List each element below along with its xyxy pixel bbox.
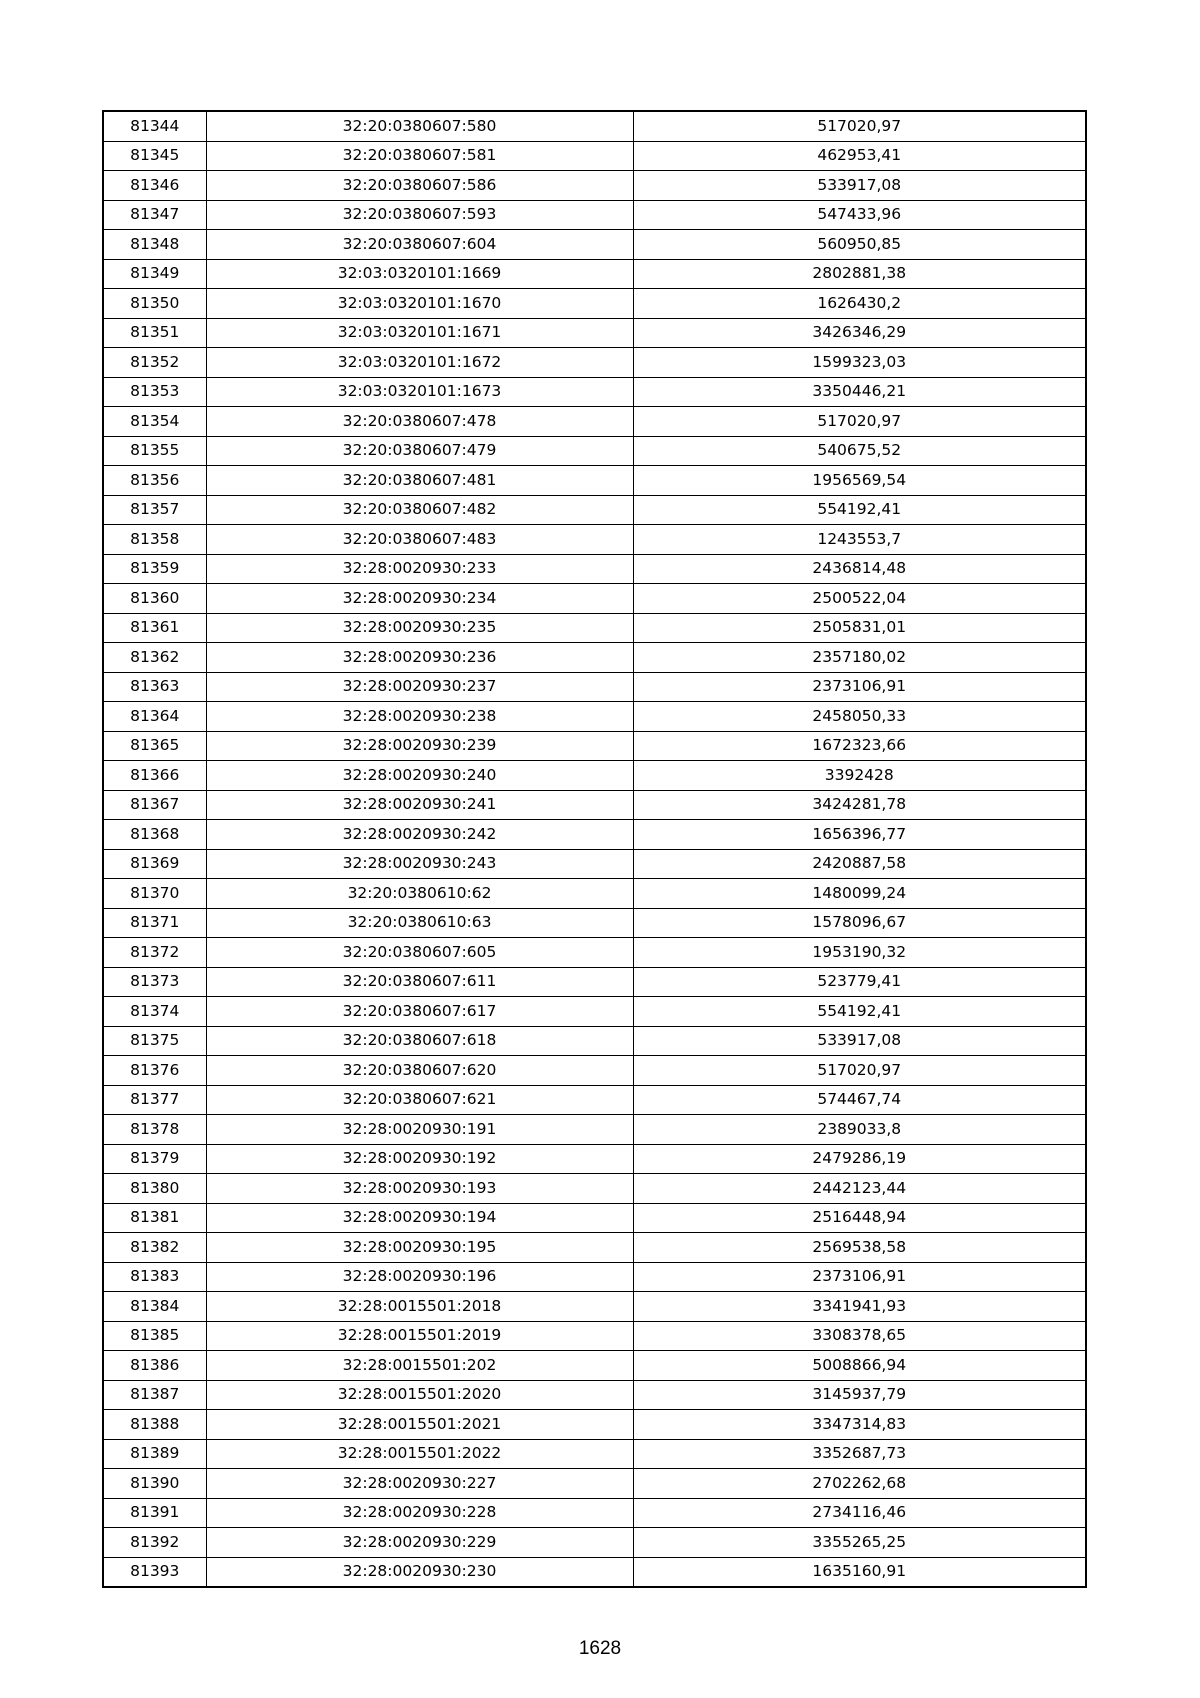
cadastral-number-cell: 32:20:0380607:620 (206, 1056, 633, 1086)
row-number-cell: 81374 (103, 997, 206, 1027)
cadastral-value-cell: 2442123,44 (633, 1174, 1086, 1204)
table-row (103, 938, 1086, 968)
row-number-cell: 81373 (103, 967, 206, 997)
cadastral-value-cell: 533917,08 (633, 1026, 1086, 1056)
row-number-cell: 81390 (103, 1469, 206, 1499)
cadastral-value-cell: 2458050,33 (633, 702, 1086, 732)
table-row (103, 1174, 1086, 1204)
table-row (103, 761, 1086, 791)
table-row (103, 967, 1086, 997)
table-row (103, 525, 1086, 555)
row-number-cell: 81355 (103, 436, 206, 466)
row-number-cell: 81371 (103, 908, 206, 938)
cadastral-number-cell: 32:28:0020930:239 (206, 731, 633, 761)
table-row (103, 1056, 1086, 1086)
table-row (103, 702, 1086, 732)
table-row (103, 1262, 1086, 1292)
row-number-cell: 81387 (103, 1380, 206, 1410)
cadastral-number-cell: 32:28:0015501:2020 (206, 1380, 633, 1410)
cadastral-value-cell: 1626430,2 (633, 289, 1086, 319)
row-number-cell: 81386 (103, 1351, 206, 1381)
row-number-cell: 81368 (103, 820, 206, 850)
table-row (103, 230, 1086, 260)
row-number-cell: 81366 (103, 761, 206, 791)
cadastral-number-cell: 32:28:0020930:194 (206, 1203, 633, 1233)
cadastral-value-cell: 1656396,77 (633, 820, 1086, 850)
table-row (103, 879, 1086, 909)
cadastral-number-cell: 32:28:0015501:202 (206, 1351, 633, 1381)
cadastral-value-cell: 1635160,91 (633, 1557, 1086, 1587)
table-row (103, 997, 1086, 1027)
table-row (103, 1085, 1086, 1115)
table-row (103, 1439, 1086, 1469)
cadastral-number-cell: 32:03:0320101:1670 (206, 289, 633, 319)
cadastral-number-cell: 32:20:0380607:581 (206, 141, 633, 171)
cadastral-number-cell: 32:20:0380607:478 (206, 407, 633, 437)
cadastral-value-cell: 3424281,78 (633, 790, 1086, 820)
cadastral-value-cell: 2702262,68 (633, 1469, 1086, 1499)
cadastral-number-cell: 32:20:0380607:580 (206, 111, 633, 141)
table-row (103, 436, 1086, 466)
row-number-cell: 81381 (103, 1203, 206, 1233)
row-number-cell: 81369 (103, 849, 206, 879)
cadastral-value-cell: 2802881,38 (633, 259, 1086, 289)
cadastral-number-cell: 32:03:0320101:1669 (206, 259, 633, 289)
table-row (103, 1410, 1086, 1440)
cadastral-value-cell: 3145937,79 (633, 1380, 1086, 1410)
cadastral-value-cell: 517020,97 (633, 407, 1086, 437)
row-number-cell: 81383 (103, 1262, 206, 1292)
cadastral-number-cell: 32:28:0015501:2018 (206, 1292, 633, 1322)
row-number-cell: 81344 (103, 111, 206, 141)
cadastral-number-cell: 32:20:0380610:63 (206, 908, 633, 938)
cadastral-number-cell: 32:28:0020930:241 (206, 790, 633, 820)
cadastral-number-cell: 32:20:0380607:483 (206, 525, 633, 555)
row-number-cell: 81349 (103, 259, 206, 289)
row-number-cell: 81379 (103, 1144, 206, 1174)
cadastral-value-cell: 517020,97 (633, 111, 1086, 141)
row-number-cell: 81360 (103, 584, 206, 614)
cadastral-value-cell: 2373106,91 (633, 1262, 1086, 1292)
table-row (103, 1469, 1086, 1499)
row-number-cell: 81347 (103, 200, 206, 230)
row-number-cell: 81376 (103, 1056, 206, 1086)
row-number-cell: 81346 (103, 171, 206, 201)
cadastral-value-cell: 2420887,58 (633, 849, 1086, 879)
cadastral-number-cell: 32:28:0020930:236 (206, 643, 633, 673)
cadastral-value-cell: 1953190,32 (633, 938, 1086, 968)
row-number-cell: 81353 (103, 377, 206, 407)
cadastral-number-cell: 32:20:0380607:621 (206, 1085, 633, 1115)
cadastral-value-cell: 554192,41 (633, 495, 1086, 525)
cadastral-value-cell: 3341941,93 (633, 1292, 1086, 1322)
row-number-cell: 81348 (103, 230, 206, 260)
cadastral-number-cell: 32:28:0020930:191 (206, 1115, 633, 1145)
cadastral-value-cell: 2436814,48 (633, 554, 1086, 584)
table-row (103, 466, 1086, 496)
table-row (103, 407, 1086, 437)
cadastral-number-cell: 32:28:0020930:233 (206, 554, 633, 584)
cadastral-number-cell: 32:28:0020930:229 (206, 1528, 633, 1558)
cadastral-number-cell: 32:20:0380607:586 (206, 171, 633, 201)
cadastral-value-cell: 2505831,01 (633, 613, 1086, 643)
row-number-cell: 81378 (103, 1115, 206, 1145)
table-row (103, 141, 1086, 171)
cadastral-number-cell: 32:28:0020930:195 (206, 1233, 633, 1263)
cadastral-value-cell: 540675,52 (633, 436, 1086, 466)
cadastral-number-cell: 32:20:0380607:481 (206, 466, 633, 496)
cadastral-number-cell: 32:20:0380607:618 (206, 1026, 633, 1056)
cadastral-number-cell: 32:28:0020930:238 (206, 702, 633, 732)
row-number-cell: 81362 (103, 643, 206, 673)
row-number-cell: 81351 (103, 318, 206, 348)
cadastral-number-cell: 32:28:0015501:2021 (206, 1410, 633, 1440)
table-row (103, 1115, 1086, 1145)
cadastral-value-cell: 1599323,03 (633, 348, 1086, 378)
table-row (103, 643, 1086, 673)
cadastral-value-table (102, 110, 1087, 1588)
table-row (103, 495, 1086, 525)
row-number-cell: 81359 (103, 554, 206, 584)
cadastral-number-cell: 32:20:0380607:593 (206, 200, 633, 230)
cadastral-value-cell: 3347314,83 (633, 1410, 1086, 1440)
cadastral-value-cell: 547433,96 (633, 200, 1086, 230)
row-number-cell: 81393 (103, 1557, 206, 1587)
row-number-cell: 81345 (103, 141, 206, 171)
row-number-cell: 81385 (103, 1321, 206, 1351)
cadastral-number-cell: 32:28:0020930:193 (206, 1174, 633, 1204)
cadastral-value-cell: 574467,74 (633, 1085, 1086, 1115)
cadastral-number-cell: 32:20:0380607:605 (206, 938, 633, 968)
cadastral-number-cell: 32:28:0020930:228 (206, 1498, 633, 1528)
cadastral-number-cell: 32:28:0020930:237 (206, 672, 633, 702)
row-number-cell: 81356 (103, 466, 206, 496)
table-row (103, 820, 1086, 850)
row-number-cell: 81364 (103, 702, 206, 732)
row-number-cell: 81380 (103, 1174, 206, 1204)
row-number-cell: 81357 (103, 495, 206, 525)
table-row (103, 259, 1086, 289)
table-row (103, 289, 1086, 319)
cadastral-number-cell: 32:28:0020930:240 (206, 761, 633, 791)
cadastral-value-cell: 3350446,21 (633, 377, 1086, 407)
cadastral-value-cell: 2500522,04 (633, 584, 1086, 614)
table-row (103, 1557, 1086, 1587)
table-row (103, 1144, 1086, 1174)
row-number-cell: 81389 (103, 1439, 206, 1469)
cadastral-value-cell: 1578096,67 (633, 908, 1086, 938)
cadastral-number-cell: 32:20:0380607:479 (206, 436, 633, 466)
row-number-cell: 81370 (103, 879, 206, 909)
row-number-cell: 81365 (103, 731, 206, 761)
row-number-cell: 81372 (103, 938, 206, 968)
row-number-cell: 81375 (103, 1026, 206, 1056)
table-row (103, 1498, 1086, 1528)
row-number-cell: 81377 (103, 1085, 206, 1115)
row-number-cell: 81358 (103, 525, 206, 555)
cadastral-value-cell: 533917,08 (633, 171, 1086, 201)
row-number-cell: 81363 (103, 672, 206, 702)
cadastral-number-cell: 32:28:0020930:242 (206, 820, 633, 850)
cadastral-value-cell: 2479286,19 (633, 1144, 1086, 1174)
cadastral-number-cell: 32:20:0380607:604 (206, 230, 633, 260)
cadastral-value-cell: 1480099,24 (633, 879, 1086, 909)
table-row (103, 1380, 1086, 1410)
cadastral-number-cell: 32:28:0020930:230 (206, 1557, 633, 1587)
cadastral-value-cell: 554192,41 (633, 997, 1086, 1027)
table-row (103, 377, 1086, 407)
row-number-cell: 81367 (103, 790, 206, 820)
table-body (103, 111, 1086, 1587)
cadastral-value-cell: 3352687,73 (633, 1439, 1086, 1469)
cadastral-value-cell: 3392428 (633, 761, 1086, 791)
row-number-cell: 81392 (103, 1528, 206, 1558)
cadastral-value-cell: 1956569,54 (633, 466, 1086, 496)
row-number-cell: 81382 (103, 1233, 206, 1263)
table-row (103, 1292, 1086, 1322)
cadastral-value-cell: 3355265,25 (633, 1528, 1086, 1558)
table-row (103, 1351, 1086, 1381)
cadastral-number-cell: 32:20:0380607:617 (206, 997, 633, 1027)
cadastral-value-cell: 523779,41 (633, 967, 1086, 997)
cadastral-value-cell: 2734116,46 (633, 1498, 1086, 1528)
table-row (103, 1321, 1086, 1351)
cadastral-number-cell: 32:03:0320101:1673 (206, 377, 633, 407)
table-row (103, 200, 1086, 230)
row-number-cell: 81361 (103, 613, 206, 643)
cadastral-number-cell: 32:28:0015501:2019 (206, 1321, 633, 1351)
table-row (103, 111, 1086, 141)
row-number-cell: 81391 (103, 1498, 206, 1528)
cadastral-number-cell: 32:20:0380607:611 (206, 967, 633, 997)
cadastral-number-cell: 32:20:0380607:482 (206, 495, 633, 525)
cadastral-number-cell: 32:28:0020930:235 (206, 613, 633, 643)
cadastral-value-cell: 3308378,65 (633, 1321, 1086, 1351)
table-row (103, 613, 1086, 643)
table-row (103, 584, 1086, 614)
table-row (103, 908, 1086, 938)
table-row (103, 318, 1086, 348)
cadastral-value-cell: 560950,85 (633, 230, 1086, 260)
table-row (103, 1203, 1086, 1233)
table-row (103, 1233, 1086, 1263)
table-row (103, 731, 1086, 761)
page-number: 1628 (578, 1638, 622, 1659)
cadastral-number-cell: 32:20:0380610:62 (206, 879, 633, 909)
cadastral-value-cell: 2357180,02 (633, 643, 1086, 673)
cadastral-number-cell: 32:03:0320101:1671 (206, 318, 633, 348)
row-number-cell: 81352 (103, 348, 206, 378)
row-number-cell: 81384 (103, 1292, 206, 1322)
cadastral-value-cell: 5008866,94 (633, 1351, 1086, 1381)
cadastral-number-cell: 32:28:0020930:192 (206, 1144, 633, 1174)
cadastral-value-cell: 2389033,8 (633, 1115, 1086, 1145)
cadastral-number-cell: 32:03:0320101:1672 (206, 348, 633, 378)
cadastral-value-cell: 1243553,7 (633, 525, 1086, 555)
table-row (103, 849, 1086, 879)
table-row (103, 171, 1086, 201)
table-row (103, 790, 1086, 820)
table-row (103, 348, 1086, 378)
row-number-cell: 81388 (103, 1410, 206, 1440)
cadastral-number-cell: 32:28:0020930:243 (206, 849, 633, 879)
table-row (103, 554, 1086, 584)
cadastral-value-cell: 3426346,29 (633, 318, 1086, 348)
row-number-cell: 81354 (103, 407, 206, 437)
cadastral-value-cell: 2516448,94 (633, 1203, 1086, 1233)
table-row (103, 1026, 1086, 1056)
cadastral-value-cell: 462953,41 (633, 141, 1086, 171)
cadastral-value-cell: 2373106,91 (633, 672, 1086, 702)
row-number-cell: 81350 (103, 289, 206, 319)
cadastral-value-cell: 1672323,66 (633, 731, 1086, 761)
table-row (103, 672, 1086, 702)
cadastral-number-cell: 32:28:0020930:196 (206, 1262, 633, 1292)
cadastral-number-cell: 32:28:0020930:227 (206, 1469, 633, 1499)
cadastral-value-cell: 517020,97 (633, 1056, 1086, 1086)
table-row (103, 1528, 1086, 1558)
cadastral-number-cell: 32:28:0020930:234 (206, 584, 633, 614)
cadastral-value-cell: 2569538,58 (633, 1233, 1086, 1263)
cadastral-number-cell: 32:28:0015501:2022 (206, 1439, 633, 1469)
